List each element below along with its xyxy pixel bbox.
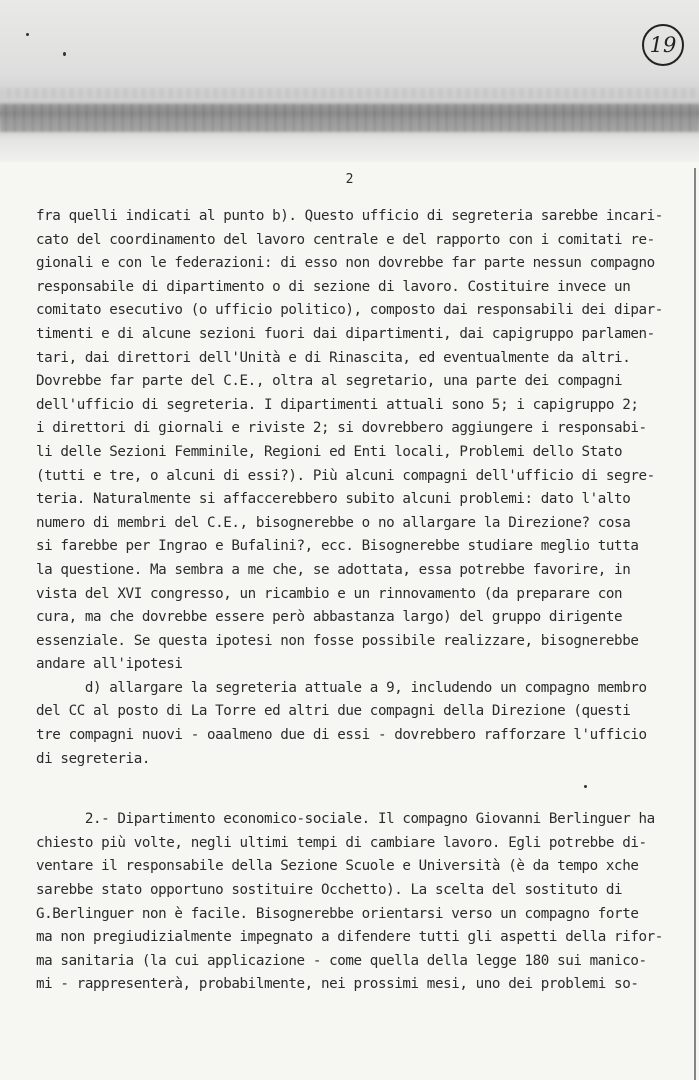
ink-mark (584, 785, 587, 788)
archive-page-stamp-number: 19 (649, 33, 677, 57)
text-line: la questione. Ma sembra a me che, se adottata, essa potrebbe favorire, in (36, 561, 631, 578)
text-line: tre compagni nuovi - oaalmeno due di essi - dovrebbero rafforzare l'ufficio (36, 727, 647, 744)
text-line: ma non pregiudizialmente impegnato a difendere tutti gli aspetti della rifor- (36, 929, 663, 946)
text-line: li delle Sezioni Femminile, Regioni ed Enti locali, Problemi dello Stato (36, 443, 623, 460)
paragraph-gap (36, 771, 696, 808)
paragraph-3 (36, 808, 696, 997)
text-line: chiesto più volte, negli ultimi tempi di cambiare lavoro. Egli potrebbe di- (36, 834, 647, 851)
text-line: tari, dai direttori dell'Unità e di Rinascita, ed eventualmente da altri. (36, 349, 631, 366)
text-line: essenziale. Se questa ipotesi non fosse possibile realizzare, bisognerebbe (36, 632, 639, 649)
text-line: del CC al posto di La Torre ed altri due compagni della Direzione (questi (36, 703, 631, 720)
text-line: di segreteria. (36, 750, 150, 767)
scan-artifact-streak (0, 88, 699, 98)
text-line: ventare il responsabile della Sezione Scuole e Università (è da tempo xche (36, 858, 639, 875)
text-line: ma sanitaria (la cui applicazione - come quella della legge 180 sui manico- (36, 952, 647, 969)
paragraph-1 (36, 205, 696, 677)
text-line: d) allargare la segreteria attuale a 9, includendo un compagno membro (36, 679, 647, 696)
text-line: fra quelli indicati al punto b). Questo ufficio di segreteria sarebbe incari- (36, 208, 663, 224)
text-line: sarebbe stato opportuno sostituire Occhetto). La scelta del sostituto di (36, 882, 623, 899)
text-line: Dovrebbe far parte del C.E., oltra al segretario, una parte dei compagni (36, 373, 623, 390)
text-line: (tutti e tre, o alcuni di essi?). Più alcuni compagni dell'ufficio di segre- (36, 467, 655, 484)
paragraph-2 (36, 677, 696, 771)
text-line: G.Berlinguer non è facile. Bisognerebbe orientarsi verso un compagno forte (36, 905, 639, 922)
text-line: cura, ma che dovrebbe essere però abbastanza largo) del gruppo dirigente (36, 609, 623, 626)
text-line: gionali e con le federazioni: di esso non dovrebbe far parte nessun compagno (36, 255, 655, 272)
text-line: timenti e di alcune sezioni fuori dai dipartimenti, dai capigruppo parlamen- (36, 325, 655, 342)
text-line: numero di membri del C.E., bisognerebbe o no allargare la Direzione? cosa (36, 514, 631, 531)
text-line: si farebbe per Ingrao e Bufalini?, ecc. Bisognerebbe studiare meglio tutta (36, 538, 639, 555)
scan-speck (63, 52, 66, 56)
scanned-page-header-area (0, 0, 699, 162)
scan-speck (26, 33, 29, 36)
text-line: dell'ufficio di segreteria. I dipartimenti attuali sono 5; i capigruppo 2; (36, 396, 639, 413)
text-line: comitato esecutivo (o ufficio politico), composto dai responsabili dei dipar- (36, 302, 663, 319)
text-line: cato del coordinamento del lavoro centrale e del rapporto con i comitati re- (36, 231, 655, 248)
typewritten-body (36, 205, 696, 997)
text-line: mi - rappresenterà, probabilmente, nei prossimi mesi, uno dei problemi so- (36, 976, 639, 993)
text-line: responsabile di dipartimento o di sezione di lavoro. Costituire invece un (36, 278, 631, 295)
text-line: teria. Naturalmente si affaccerebbero subito alcuni problemi: dato l'alto (36, 491, 631, 508)
page-number: 2 (345, 172, 354, 187)
scan-artifact-band (0, 104, 699, 132)
text-line: i direttori di giornali e riviste 2; si dovrebbero aggiungere i responsabi- (36, 420, 647, 437)
text-line: 2.- Dipartimento economico-sociale. Il compagno Giovanni Berlinguer ha (36, 811, 655, 828)
archive-page-stamp (642, 24, 684, 66)
text-line: andare all'ipotesi (36, 656, 183, 673)
text-line: vista del XVI congresso, un ricambio e un rinnovamento (da preparare con (36, 585, 623, 602)
